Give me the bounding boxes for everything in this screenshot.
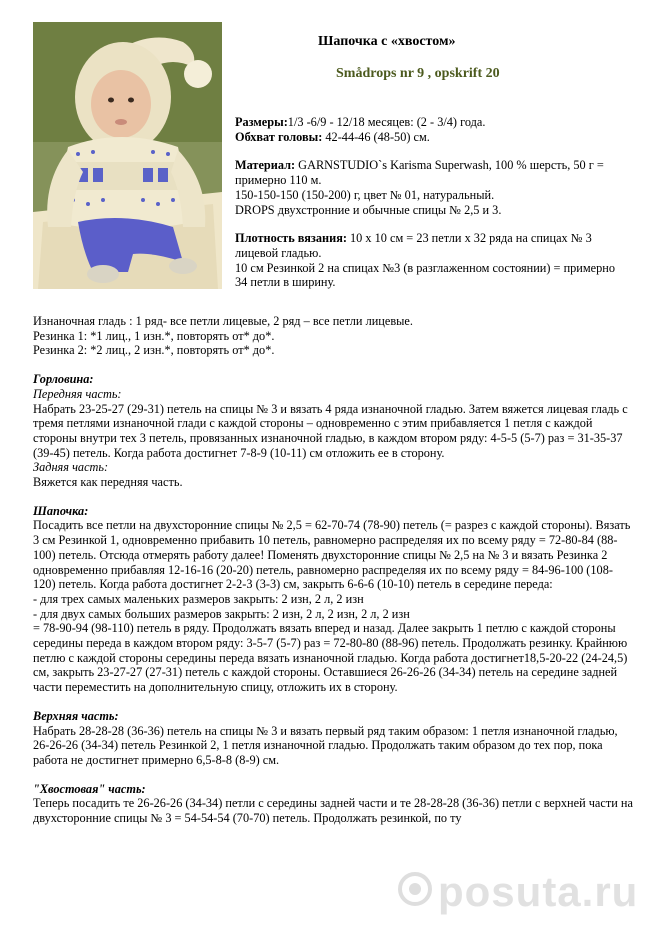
pattern-subtitle: Smådrops nr 9 , opskrift 20 xyxy=(336,66,500,81)
pattern-line: Резинка 1: *1 лиц., 1 изн.*, повторять от* до*. xyxy=(33,328,275,343)
sizes-value: 1/3 -6/9 - 12/18 месяцев: (2 - 3/4) года. xyxy=(287,115,486,129)
head-label: Обхват головы: xyxy=(235,129,323,144)
cap-item: - для двух самых больших размеров закрыть: 2 изн, 2 л, 2 изн, 2 л, 2 изн xyxy=(33,606,410,621)
tail-heading: "Хвостовая" часть: xyxy=(33,781,146,796)
sizes-line xyxy=(235,115,630,130)
baby-photo xyxy=(33,22,222,289)
page-title: Шапочка с «хвостом» xyxy=(318,34,456,49)
cap-text: Посадить все петли на двухсторонние спицы № 2,5 = 62-70-74 (78-90) петель (= разрез с каждой стороны). Вязать 3 см Резинкой 1, одновременно прибавить 10 петель, равномерно распределяя их по всему ряду = 72-80-84 (88-100) петель. Отсюда отмерять работу далее! Поменять двухсторонние спицы № 2,5 на № 3 и вязать Резинка 2 одновременно прибавляя 12-16-16 (20-20) петель, равномерно распределяя их по всему ряду = 84-96-100 (108-120) петель. Когда работа достигнет 2-2-3 (3-3) см, закрыть 6-6-6 (10-10) петель в середине переда: xyxy=(33,518,631,592)
cap-heading: Шапочка: xyxy=(33,503,89,518)
pattern-line: Резинка 2: *2 лиц., 2 изн.*, повторять от* до*. xyxy=(33,343,275,358)
density-line-2: 10 см Резинкой 2 на спицах №3 (в разглаженном состоянии) = примерно 34 петли в ширину. xyxy=(235,260,615,290)
front-text: Набрать 23-25-27 (29-31) петель на спицы № 3 и вязать 4 ряда изнаночной гладью. Затем вяжется лицевая гладь с тремя петлями изнаночной глади с каждой стороны – одновременно с этим прибавляется 1 петля с каждой стороны внутри тех 3 петель, провязанных изнаночной гладью, в каждом втором ряду: 4-5-5 (5-7) раз = 31-35-37 (39-45) петель. Когда работа достигнет 7-8-9 (10-11) см отложить ее в сторону. xyxy=(33,401,628,460)
watermark: posuta.ru xyxy=(438,868,639,915)
neck-heading: Горловина: xyxy=(33,372,94,387)
back-label: Задняя часть: xyxy=(33,460,109,475)
density-label: Плотность вязания: xyxy=(235,231,347,246)
front-label: Передняя часть: xyxy=(33,386,122,401)
back-text: Вяжется как передняя часть. xyxy=(33,475,183,490)
material-text: GARNSTUDIO`s Karisma Superwash, 100 % шерсть, 50 г = примерно 110 м. xyxy=(235,158,604,188)
head-line xyxy=(235,130,630,145)
cap-text-2: = 78-90-94 (98-110) петель в ряду. Продолжать вязать вперед и назад. Далее закрыть 1 петлю с каждой стороны середины переда в каждом втором ряду: 3-5-7 (5-7) раз = 72-80-80 (88-96) петель. Продолжать резинку. Крайнюю петлю с каждой стороны середины переда вязать изнаночной гладью. Когда работа достигнет18,5-20-22 (24-24,5) см, закрыть 23-27-27 (27-31) петель с каждой стороны. Оставшиеся 26-26-26 (34-34) петель на середине задней части переместить на дополнительную спицу, отложить их в сторону. xyxy=(33,621,628,695)
material-line xyxy=(235,158,630,187)
watermark-icon xyxy=(398,872,432,906)
material-label: Материал: xyxy=(235,158,296,173)
material-line-3: DROPS двухстронние и обычные спицы № 2,5 и 3. xyxy=(235,202,502,217)
instructions xyxy=(33,314,633,826)
top-text: Набрать 28-28-28 (36-36) петель на спицы № 3 и вязать первый ряд таким образом: 1 петля изнаночной гладью, 26-26-26 (34-34) петель Резинкой 2, 1 петля изнаночной гладью. Продолжать таким образом до тех пор, пока работа не достигнет примерно 6,5-8-8 (8-9) см. xyxy=(33,723,618,767)
material-line-2: 150-150-150 (150-200) г, цвет № 01, натуральный. xyxy=(235,187,495,202)
top-heading: Верхняя часть: xyxy=(33,708,119,723)
info-block xyxy=(235,115,630,290)
cap-item: - для трех самых маленьких размеров закрыть: 2 изн, 2 л, 2 изн xyxy=(33,591,364,606)
density-line xyxy=(235,231,630,260)
pattern-line: Изнаночная гладь : 1 ряд- все петли лицевые, 2 ряд – все петли лицевые. xyxy=(33,314,413,328)
density-text: 10 x 10 см = 23 петли x 32 ряда на спицах № 3 лицевой гладью. xyxy=(235,231,592,260)
head-value: 42-44-46 (48-50) см. xyxy=(322,129,430,144)
sizes-label: Размеры: xyxy=(235,115,288,129)
tail-text: Теперь посадить те 26-26-26 (34-34) петли с середины задней части и те 28-28-28 (36-36) петли с верхней части на двухсторонние спицы № 3 = 54-54-54 (70-70) петель. Продолжать резинкой, по ту xyxy=(33,796,633,826)
